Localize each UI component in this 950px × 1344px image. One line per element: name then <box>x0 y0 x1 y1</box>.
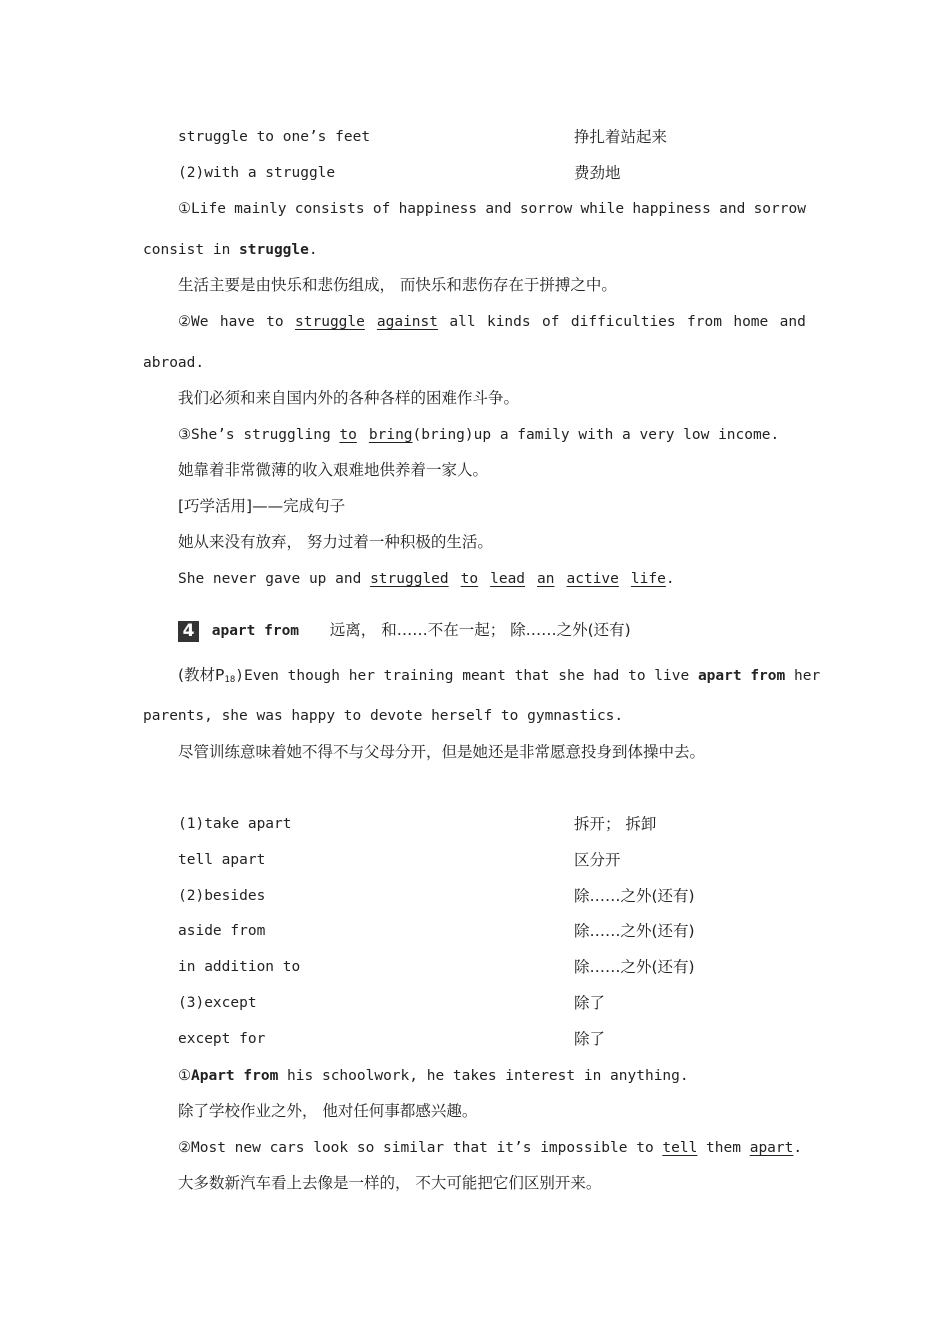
answer-blank: tell <box>662 1140 698 1156</box>
phrase-cn: 除了 <box>574 1030 606 1048</box>
textbook-example-line-2: parents, she was happy to devote herself to gymnastics. <box>143 708 624 724</box>
example-2-translation: 大多数新汽车看上去像是一样的， 不大可能把它们区别开来。 <box>178 1174 602 1192</box>
answer-blank: struggled to lead an active life <box>370 571 666 587</box>
phrase-cn: 除了 <box>574 994 606 1012</box>
phrase-en: except for <box>178 1031 266 1047</box>
phrase-cn: 拆开； 拆卸 <box>574 815 657 833</box>
section-number-badge: 4 <box>178 621 199 642</box>
practice-prompt: 她从来没有放弃， 努力过着一种积极的生活。 <box>178 533 493 551</box>
phrase-en: tell apart <box>178 852 266 868</box>
example-1-translation: 除了学校作业之外， 他对任何事都感兴趣。 <box>178 1102 478 1120</box>
example-2: ②Most new cars look so similar that it’s impossible to tell them apart. <box>178 1140 803 1156</box>
phrase-cn: 除……之外(还有) <box>574 958 695 976</box>
example-2-translation: 我们必须和来自国内外的各种各样的困难作斗争。 <box>178 389 520 407</box>
textbook-example-line-1: (教材$P_{18})Even$ though her training meant that she had to live apart from her <box>178 666 821 685</box>
answer-blank: apart <box>749 1140 794 1156</box>
example-1-line-1: ①Life mainly consists of happiness and sorrow while happiness and sorrow <box>178 201 806 217</box>
phrase-cn: 除……之外(还有) <box>574 887 695 905</box>
phrase-en: (2)with a struggle <box>178 165 336 181</box>
section-heading <box>178 618 631 643</box>
example-2-line-2: abroad. <box>143 355 205 371</box>
phrase-en: aside from <box>178 923 266 939</box>
phrase-en: (2)besides <box>178 888 266 904</box>
example-3-translation: 她靠着非常微薄的收入艰难地供养着一家人。 <box>178 461 489 479</box>
example-3: ③She’s struggling to bring(bring)up a family with a very low income. <box>178 427 780 443</box>
textbook-translation: 尽管训练意味着她不得不与父母分开，但是她还是非常愿意投身到体操中去。 <box>178 743 706 761</box>
phrase-cn: 费劲地 <box>574 164 621 182</box>
practice-heading: [巧学活用]——完成句子 <box>178 497 346 515</box>
example-1-line-2: consist in struggle. <box>143 242 318 258</box>
example-2-line-1: ②We have to struggle against all kinds of difficulties from home and <box>178 314 806 330</box>
answer-blank: to bring <box>339 427 413 443</box>
phrase-en: in addition to <box>178 959 301 975</box>
phrase-en: (1)take apart <box>178 816 292 832</box>
phrase-en: (3)except <box>178 995 257 1011</box>
phrase-cn: 挣扎着站起来 <box>574 128 668 146</box>
phrase-en: struggle to one’s feet <box>178 129 371 145</box>
example-1: ①Apart from his schoolwork, he takes interest in anything. <box>178 1068 689 1084</box>
phrase-cn: 区分开 <box>574 851 621 869</box>
practice-answer: She never gave up and struggled to lead an active life. <box>178 571 675 587</box>
answer-blank: struggle against <box>295 314 438 330</box>
phrase-cn: 除……之外(还有) <box>574 922 695 940</box>
example-1-translation: 生活主要是由快乐和悲伤组成， 而快乐和悲伤存在于拼搏之中。 <box>178 276 617 294</box>
section-meaning: 远离， 和……不在一起； 除……之外(还有) <box>329 621 631 639</box>
section-term: apart from <box>211 623 300 639</box>
